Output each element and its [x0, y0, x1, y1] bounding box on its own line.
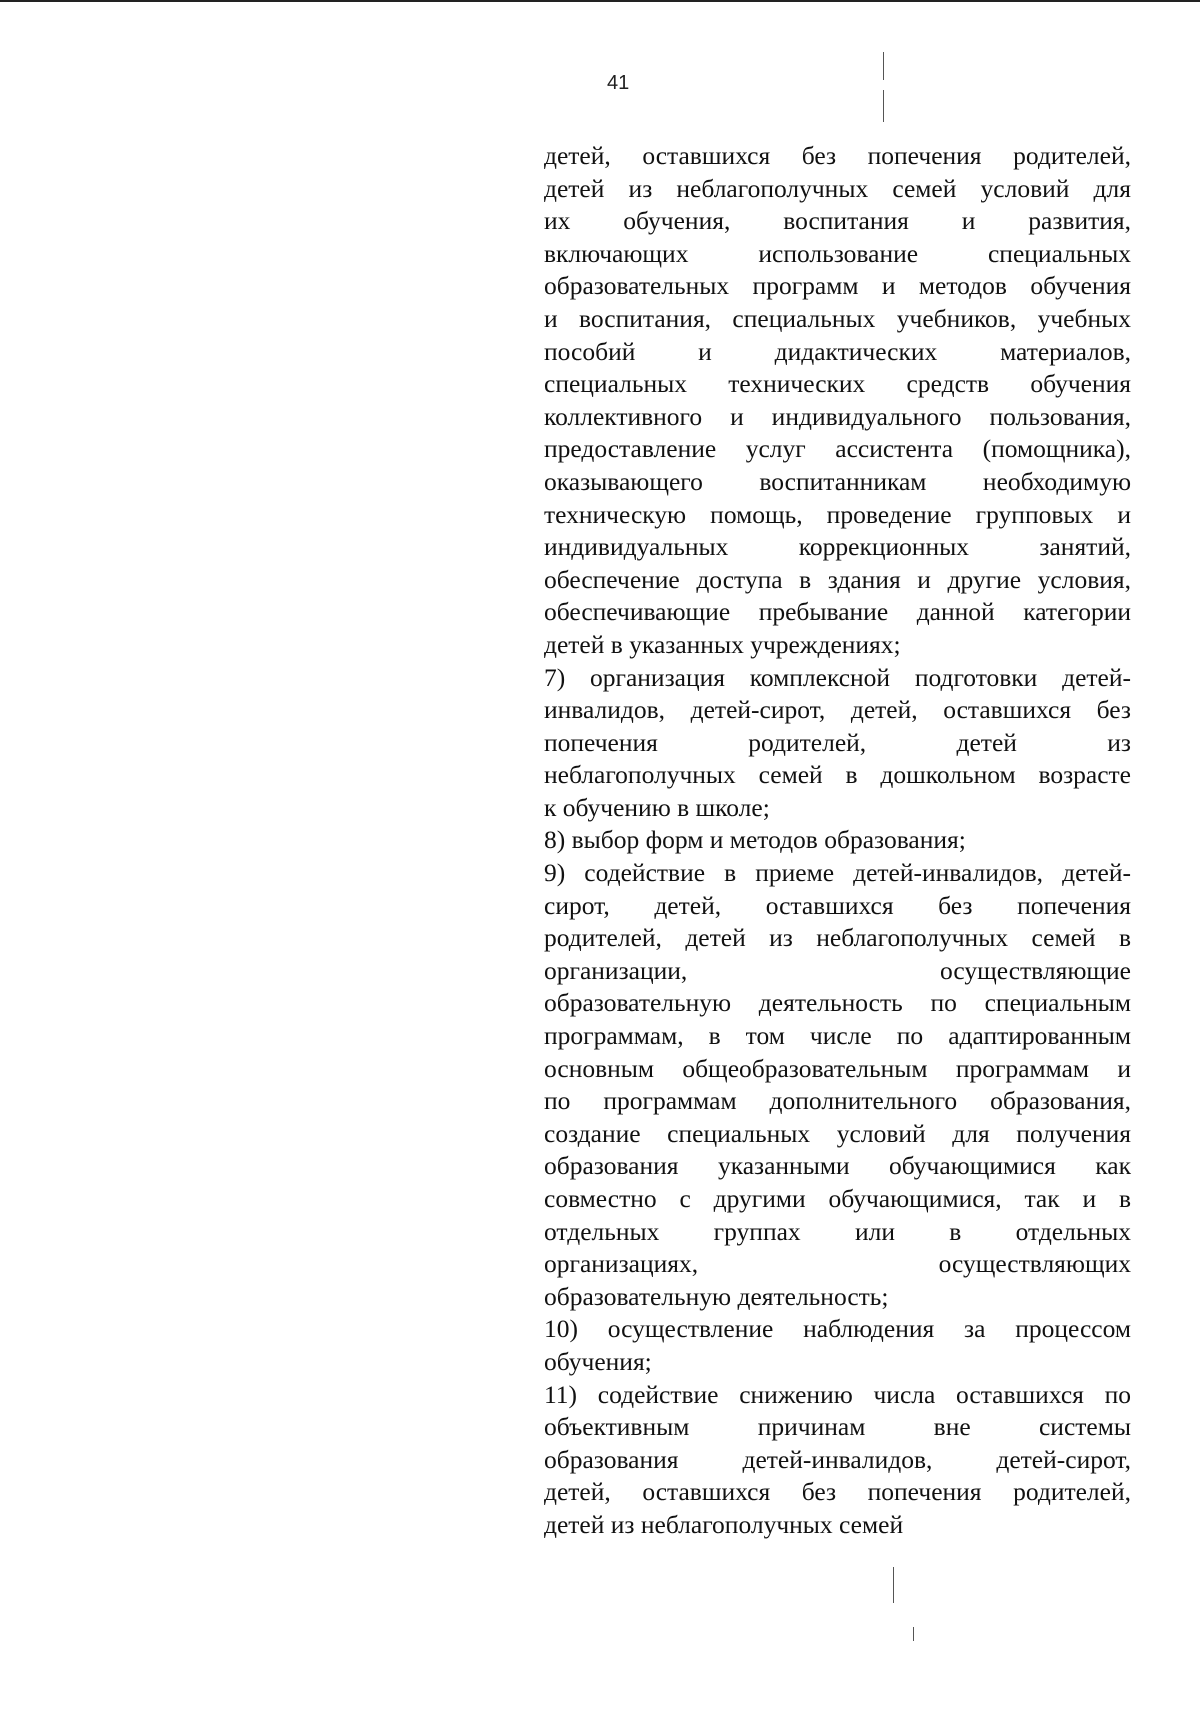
text-line: 10) осуществление наблюдения за процессом [544, 1314, 1131, 1344]
text-line: организациях, осуществляющих [544, 1249, 1131, 1279]
text-line: детей, оставшихся без попечения родителей, [544, 141, 1131, 170]
text-line: образования детей-инвалидов, детей-сирот, [544, 1444, 1131, 1474]
text-line: и воспитания, специальных учебников, учебных [544, 303, 1131, 333]
text-line: образовательных программ и методов обучения [544, 271, 1131, 301]
text-line: объективным причинам вне системы [544, 1412, 1131, 1442]
text-line: по программам дополнительного образования, [544, 1086, 1131, 1116]
text-line: обеспечивающие пребывание данной категории [544, 597, 1131, 627]
text-line: специальных технических средств обучения [544, 369, 1131, 399]
text-line: детей в указанных учреждениях; [544, 629, 901, 659]
text-line: оказывающего воспитанникам необходимую [544, 466, 1131, 496]
text-line: инвалидов, детей-сирот, детей, оставшихся без [544, 695, 1131, 725]
text-line: 11) содействие снижению числа оставшихся по [544, 1379, 1131, 1409]
text-line: пособий и дидактических материалов, [544, 336, 1131, 366]
text-line: техническую помощь, проведение групповых и [544, 499, 1131, 529]
text-line: обеспечение доступа в здания и другие условия, [544, 564, 1131, 594]
page-number: 41 [607, 72, 630, 94]
text-line: к обучению в школе; [544, 792, 770, 822]
text-line: неблагополучных семей в дошкольном возрасте [544, 760, 1131, 790]
text-line: включающих использование специальных [544, 238, 1131, 268]
text-line: предоставление услуг ассистента (помощника), [544, 434, 1131, 464]
text-line: детей, оставшихся без попечения родителей, [544, 1477, 1131, 1507]
text-line: коллективного и индивидуального пользования, [544, 401, 1131, 431]
text-line: отдельных группах или в отдельных [544, 1216, 1131, 1246]
scan-top-edge [0, 0, 1200, 2]
text-line: детей из неблагополучных семей [544, 1509, 904, 1539]
text-line: родителей, детей из неблагополучных семей в [544, 923, 1131, 953]
text-line: организации, осуществляющие [544, 955, 1131, 985]
scan-mark [883, 90, 884, 122]
text-line: совместно с другими обучающимися, так и в [544, 1184, 1131, 1213]
text-line: индивидуальных коррекционных занятий, [544, 532, 1131, 562]
scan-mark [913, 1627, 914, 1641]
text-line: попечения родителей, детей из [544, 727, 1131, 757]
text-line: образовательную деятельность по специальным [544, 988, 1131, 1018]
text-line: сирот, детей, оставшихся без попечения [544, 890, 1131, 920]
text-line: обучения; [544, 1346, 652, 1376]
text-line: их обучения, воспитания и развития, [544, 206, 1131, 236]
text-line: 9) содействие в приеме детей-инвалидов, детей- [544, 858, 1131, 888]
text-line: программам, в том числе по адаптированным [544, 1021, 1131, 1051]
scan-mark [893, 1567, 894, 1603]
text-line: основным общеобразовательным программам и [544, 1053, 1131, 1083]
text-line: 7) организация комплексной подготовки детей- [544, 662, 1131, 692]
scan-mark [883, 52, 884, 80]
text-line: образовательную деятельность; [544, 1281, 889, 1311]
text-line: создание специальных условий для получения [544, 1118, 1131, 1148]
text-line: 8) выбор форм и методов образования; [544, 825, 966, 855]
text-line: образования указанными обучающимися как [544, 1151, 1131, 1181]
text-line: детей из неблагополучных семей условий для [544, 173, 1131, 203]
document-text-column [544, 140, 1131, 1542]
